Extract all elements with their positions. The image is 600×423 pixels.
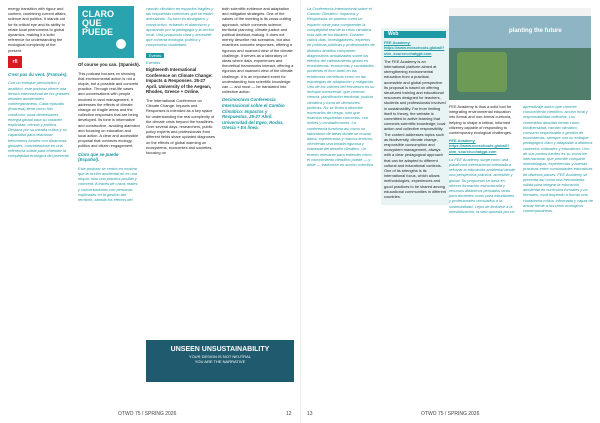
cover-line-1: CLARO xyxy=(82,9,114,19)
podcast-title-fr: C'est pas du vent. (Francés). xyxy=(8,71,68,77)
conference-title: Eighteenth International Conference on Climate Change: Impacts & Responses. 25-27 April. University of the Aegean, Rhodes, Greece + Online. xyxy=(146,67,213,95)
left-column-2 xyxy=(78,6,140,205)
fee-academy-link[interactable]: FEE Academy. https://www.ecoschools.global/?utm_source=chatgpt.com xyxy=(384,40,445,56)
right-column-2 xyxy=(381,28,449,205)
podcast-body-es-2: Este podcast se centra en mostrar que la acción ambiental no es una utopía, sino una práctica posible y concreta. A través de casos reales y conversaciones con personas implicadas en la gestión del territorio, aborda los efectos del xyxy=(78,165,138,203)
conference-title-es: Decimoctava Conferencia Internacional sobre el Cambio Climático: Impactos y Respuestas. 25-27 Abril. Universidad del Egeo, Rodas, Grecia + En línea. xyxy=(222,97,285,131)
banner-line-3: YOU ARE THE NARRATIVE xyxy=(194,359,246,364)
cover-mic-icon xyxy=(116,39,126,49)
conference-body-cont: both scientific evidence and adaptation and mitigation strategies. One of the values of the meeting is its cross-cutting approach, which connects science, territorial planning, climate justice and political decision-making. It does not merely describe risk scenarios, but also examines concrete responses, offering a rigorous and nuanced view of the climate challenge. It serves as a laboratory of ideas where data, experiences and theoretical frameworks interact, offering a rigorous and nuanced view of the climate challenge. It is an important event for understanding how scientific knowledge can — and must — be translated into collective action. xyxy=(222,6,294,95)
podcast-cover xyxy=(78,6,134,58)
left-column-4 xyxy=(222,6,294,134)
right-page xyxy=(300,0,600,423)
screenshot-kids xyxy=(457,52,507,92)
left-column-3 xyxy=(146,6,216,158)
cover-line-2: QUE xyxy=(82,18,102,28)
banner-line-1: UNSEEN UNSUSTAINABILITY xyxy=(170,346,270,353)
continued-text-es: cambio climático en espacios frágiles y las respuestas colectivas que se están articulando. Su tono es divulgativo y constructivo, evitando el alarmismo y apostando por la pedagogía y la acción local. Una propuesta clara y accesible que conecta ecología, política y compromiso ciudadano. xyxy=(146,6,214,48)
events-tag-es: Eventos xyxy=(146,59,161,65)
intro-text: energy transition with rigour and content, combining current affairs, science and politics. It stands out for its critical eye and its ability to relate local phenomena to global dynamics, making it a solid reference for understanding the ecological complexity of the present. xyxy=(8,6,67,53)
podcast-title-en: Of course you can. (Spanish). xyxy=(78,62,140,67)
fee-academy-body: The FEE Academy is an international platform aimed at strengthening environmental education from a practical, accessible and global perspective. Its proposal is based on offering structured training and educational resources designed for teachers, students and professionals involved in sustainability. Far from limiting itself to theory, the website is committed to active learning that connects scientific knowledge, local action and collective responsibility. The content addresses topics such as biodiversity, climate change, responsible consumption and ecosystem management, always with a clear pedagogical approach that can be adapted to different cultural and educational contexts. One of its strengths is its international focus, which allows methodologies, experiences and good practices to be shared among educational communities in different countries. xyxy=(384,58,446,200)
screenshot-header-bar xyxy=(449,8,591,16)
right-column-1 xyxy=(307,6,375,170)
podcast-body-es: Con un enfoque periodístico y analítico, este podcast ofrece una lectura internacional de los grandes debates ambientales contemporáneos. Cada episodio (francesa) tiene como hilo conductor, unas dimensiones energía global para su carácter, explicidad, ciencia y política. Destaca por su mirada crítica y su capacidad para relacionar fenómenos locales con dinámicas globales, convirtiéndose en una referencia sólida para entender la complejidad ecológica del presente. xyxy=(8,80,70,159)
fee-academy-body-cont: FEE Academy is thus a solid tool for integrating environmental education into formal and non-formal curricula, helping to shape a critical, informed citizenry capable of responding to contemporary ecological challenges. xyxy=(449,104,512,136)
right-footer: OTWO 75 / SPRING 2026 xyxy=(421,411,480,417)
events-tag: Events xyxy=(146,53,164,58)
left-page-number: 12 xyxy=(286,411,292,417)
fee-academy-body-es: La FEE Academy surge como una plataforma internacional orientada a reforzar la educación ambiental desde una perspectiva práctica, accesible y global. Su propuesta se basa en ofrecer formación estructurada y recursos didácticos pensados tanto para docentes como para estudiantes y profesionales vinculados a la sostenibilidad. Lejos de limitarse a la sensibilización, la web apuesta por un xyxy=(449,156,515,214)
screenshot-caption: planting the future xyxy=(509,28,562,34)
cover-line-3: PUEDE xyxy=(82,27,114,37)
conference-body-es: La Conferencia Internacional sobre el Cambio Climático: Impactos y Respuestas se plantea como un espacio clave para comprender la complejidad real de la crisis climática más allá de los titulares. Durante varios días, investigadores, expertos en políticas públicas y profesionales de distintos ámbitos comparten diagnósticos actualizados sobre los efectos del calentamiento global en ecosistemas, economías y sociedades, poniendo el foco tanto en las evidencias científicas como en las estrategias de adaptación y mitigación. Uno de los valores del encuentro es su enfoque transversal, que conecta ciencia, planificación territorial, justicia climática y toma de decisiones políticas. No se limita a describir escenarios de riesgo, sino que examina respuestas concretas, con límites y contradicciones. La conferencia funciona así como un laboratorio de ideas donde se cruzan datos, experiencias y marcos teóricos, ofreciendo una mirada rigurosa y matizada del desafío climático. Un evento relevante para entender cómo el conocimiento científico puede — y debe — traducirse en acción colectiva. xyxy=(307,6,375,168)
right-column-4 xyxy=(523,104,593,216)
left-footer: OTWO 75 / SPRING 2026 xyxy=(118,411,177,417)
right-page-number: 13 xyxy=(307,411,313,417)
website-screenshot xyxy=(449,8,591,100)
podcast-body-en: This podcast focuses on showing that environmental action is not a utopia, but a possible and concrete practice. Through real-life cases and conversations with people involved in land management, it addresses the effects of climate change on fragile areas and the collective responses that are being developed. Its tone is informative and constructive, avoiding alarmism and focusing on education and local action. A clear and accessible proposal that connects ecology, politics and citizen engagement. xyxy=(78,70,140,149)
conference-body: The International Conference on Climate Change: Impacts and Responses is intended as a key space for understanding the real complexity of the climate crisis beyond the headlines. Over several days, researchers, public policy experts and professionals from different fields share updated diagnoses on the effects of global warming on ecosystems, economies and societies, focusing on xyxy=(146,98,215,156)
fee-academy-body-es-cont: aprendizaje activo que conecte conocimiento científico, acción local y responsabilidad colectiva. Los contenidos abordan temas como biodiversidad, cambio climático, consumo responsable o gestión de ecosistemas, siempre con un enfoque pedagógico claro y adaptable a distintos contextos culturales y educativos. Uno de sus puntos fuertes es su vocación internacional, que permite compartir metodologías, experiencias y buenas prácticas entre comunidades educativas de distintos países. FEE Academy se presenta así como una herramienta sólida para integrar la educación ambiental en currículos formales y no formales, contribuyendo a formar una ciudadanía crítica, informada y capaz de actuar frente a los retos ecológicos contemporáneos. xyxy=(523,104,593,214)
left-column-1 xyxy=(8,6,70,161)
rfi-logo: rfi xyxy=(8,56,22,68)
right-column-3 xyxy=(449,104,515,217)
web-tag: Web xyxy=(384,31,446,38)
conference-banner xyxy=(146,340,294,382)
fee-academy-link-2[interactable]: FEE Academy. https://www.ecoschools.global/?utm_source=chatgpt.com xyxy=(449,138,510,154)
podcast-title-es: Claro que se puede (Español). xyxy=(78,151,119,163)
banner-line-2: YOUR DESIGN IS NOT NEUTRAL xyxy=(188,354,252,359)
